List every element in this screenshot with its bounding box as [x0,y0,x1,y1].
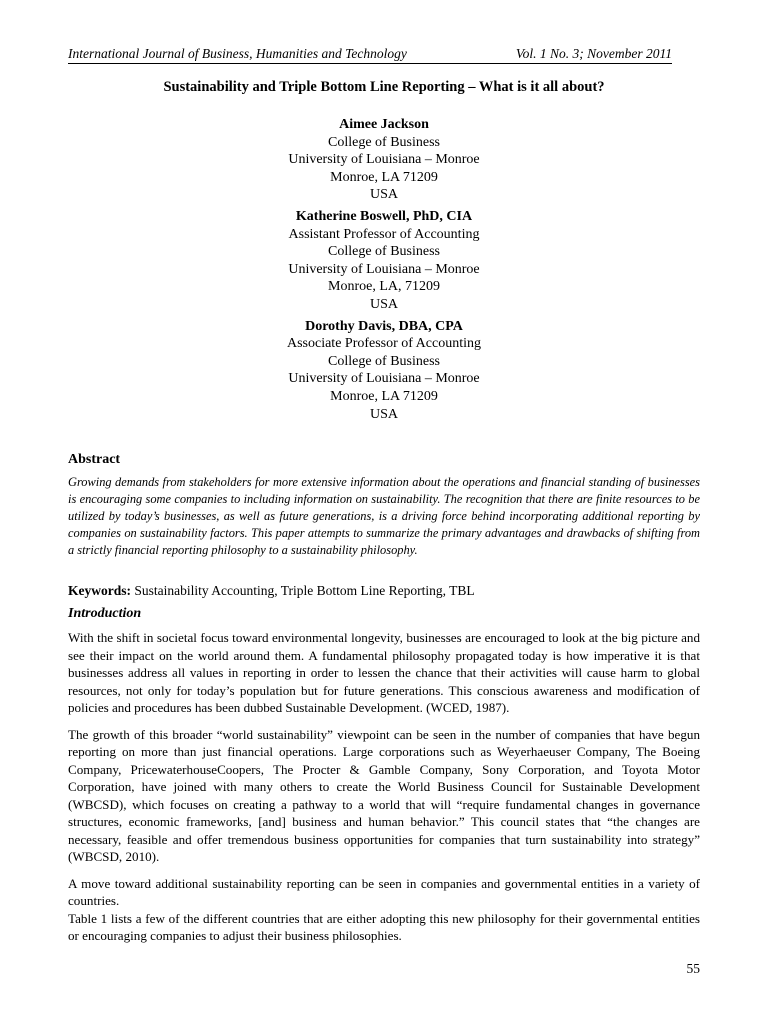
page-number: 55 [686,961,700,976]
author-affiliation-line: Monroe, LA 71209 [330,388,438,404]
author-name: Katherine Boswell, PhD, CIA [295,208,473,224]
author-affiliation-line: University of Louisiana – Monroe [288,152,480,168]
keywords [68,582,700,600]
author-affiliation-line: USA [369,296,398,312]
paragraph: Table 1 lists a few of the different countries that are either adopting this new philosophy for their governmental entities or encouraging companies to adjust their business philosophies. [68,910,700,943]
author-block [68,116,700,204]
paragraph: With the shift in societal focus toward environmental longevity, businesses are encouraged to look at the big picture and see their impact on the world around them. A fundamental philosophy propagated today is how imperative it is that businesses address all values in reporting in order to lessen the chance that their activities will cause harm to global resources, not only for today’s population but for future generations. This conscious awareness and modification of policies and procedures has been dubbed Sustainable Development. (WCED, 1987). [68,630,700,715]
author-list [68,116,700,427]
author-affiliation-line: Assistant Professor of Accounting [288,226,480,242]
author-affiliation-line: University of Louisiana – Monroe [288,371,480,387]
author-affiliation-line: Associate Professor of Accounting [286,336,482,352]
author-affiliation-line: USA [369,406,398,422]
author-affiliation-line: University of Louisiana – Monroe [288,261,480,277]
paper-title: Sustainability and Triple Bottom Line Reporting – What is it all about? [163,79,605,95]
author-affiliation-line: Monroe, LA, 71209 [328,279,440,295]
author-affiliation-line: College of Business [328,134,440,150]
author-affiliation-line: College of Business [328,353,440,369]
issue-info: Vol. 1 No. 3; November 2011 [515,46,672,61]
paragraph: The growth of this broader “world sustainability” viewpoint can be seen in the number of companies that have begun reporting on more than just financial operations. Large corporations such as Weyerhaeuser Company, The Boeing Company, PricewaterhouseCoopers, The Procter & Gamble Company, Sony Corporation, and Toyota Motor Corporation, have joined with many others to create the World Business Council for Sustainable Development (WBCSD), which focuses on creating a pathway to a world that will “require fundamental changes in governance structures, economic frameworks, [and] business and human behavior.” This council states that “the changes are necessary, feasible and offer tremendous business opportunities for companies that turn sustainability into strategy” (WBCSD, 2010). [68,726,700,864]
abstract-heading: Abstract [68,452,121,467]
abstract-text: Growing demands from stakeholders for more extensive information about the operations and financial standing of businesses is encouraging some companies to including information on sustainability. The recognition that there are finite resources to be utilized by today’s businesses, as well as future generations, is a driving force behind incorporating additional reporting by companies on sustainability factors. This paper attempts to summarize the primary advantages and drawbacks of shifting from a strictly financial reporting philosophy to a sustainability philosophy. [68,475,700,557]
author-affiliation-line: USA [369,187,398,203]
author-affiliation-line: Monroe, LA 71209 [330,169,438,185]
author-block [68,318,700,424]
author-name: Dorothy Davis, DBA, CPA [305,318,463,334]
introduction-heading: Introduction [68,606,142,621]
journal-name: International Journal of Business, Humanities and Technology [68,46,407,61]
author-name: Aimee Jackson [339,117,429,132]
keywords-label: Keywords: [68,583,131,598]
keywords-text: Sustainability Accounting, Triple Bottom Line Reporting, TBL [134,583,475,598]
running-header [68,46,672,64]
author-affiliation-line: College of Business [328,244,440,260]
introduction-body [68,629,700,954]
paragraph: A move toward additional sustainability reporting can be seen in companies and governmental entities in a variety of countries. [68,875,700,908]
author-block [68,208,700,314]
